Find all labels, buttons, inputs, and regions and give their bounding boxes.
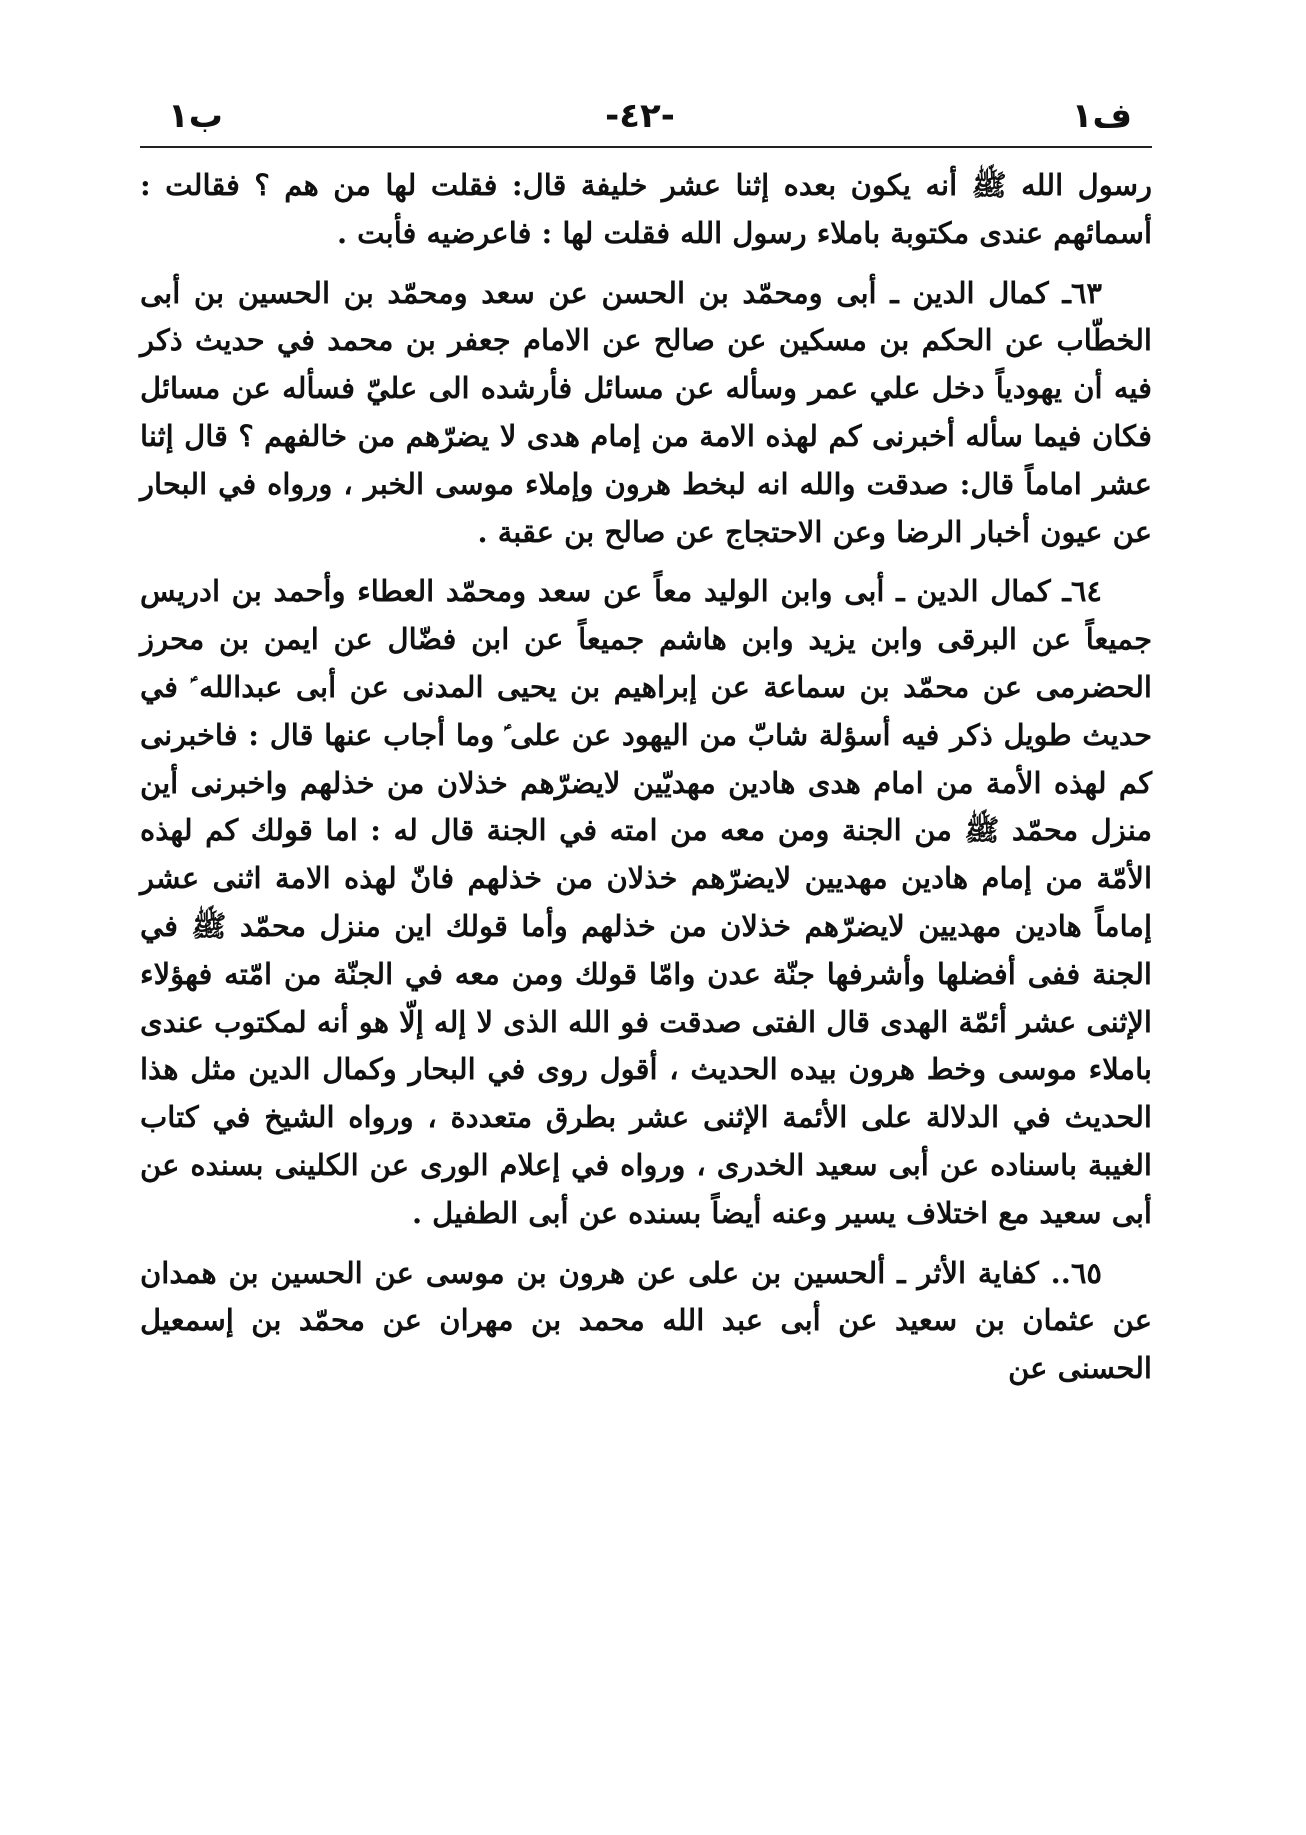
- header-left-label: ب١: [168, 96, 223, 136]
- header-rule: [140, 146, 1152, 148]
- paragraph: [140, 1250, 1152, 1393]
- paragraph-number: ٦٣ـ: [1062, 275, 1102, 310]
- page-header: [140, 92, 1140, 140]
- page-number: -٤٢-: [605, 96, 675, 136]
- paragraph-number: ٦٤ـ: [1062, 574, 1102, 609]
- paragraph: [140, 270, 1152, 557]
- paragraph-text: كفاية الأثر ـ ألحسين بن على عن هرون بن موسى عن الحسين بن همدان عن عثمان بن سعيد عن أبى عبد الله محمد بن مهران عن محمّد بن إسمعيل الحسنى عن: [140, 1255, 1152, 1386]
- paragraph-text: كمال الدين ـ أبى ومحمّد بن الحسن عن سعد ومحمّد بن الحسين بن أبى الخطّاب عن الحكم بن مسكين عن صالح عن الامام جعفر بن محمد في حديث ذكر فيه أن يهودياً دخل علي عمر وسأله عن مسائل فأرشده الى عليّ فسأله عن مسائل فكان فيما سأله أخبرنى كم لهذه الامة من إمام هدى لا يضرّهم من خالفهم ؟ قال إثنا عشر اماماً قال: صدقت والله انه لبخط هرون وإملاء موسى الخبر ، ورواه في البحار عن عيون أخبار الرضا وعن الاحتجاج عن صالح بن عقبة .: [140, 275, 1152, 549]
- header-right-label: ف١: [1071, 96, 1132, 136]
- paragraph-number: ٦٥..: [1050, 1255, 1102, 1290]
- paragraph-text: كمال الدين ـ أبى وابن الوليد معاً عن سعد ومحمّد العطاء وأحمد بن ادريس جميعاً عن البرقى وابن يزيد وابن هاشم جميعاً عن ابن فضّال عن ايمن بن محرز الحضرمى عن محمّد بن سماعة عن إبراهيم بن يحيى المدنى عن أبى عبدالله ؑ في حديث طويل ذكر فيه أسؤلة شابّ من اليهود عن على ؑ وما أجاب عنها قال : فاخبرنى كم لهذه الأمة من امام هدى هادين مهديّين لايضرّهم خذلان من خذلهم واخبرنى أين منزل محمّد ﷺ من الجنة ومن معه من امته في الجنة قال له : اما قولك كم لهذه الأمّة من إمام هادين مهديين لايضرّهم خذلان من خذلهم فانّ لهذه الامة اثنى عشر إماماً هادين مهديين لايضرّهم خذلان من خذلهم وأما قولك اين منزل محمّد ﷺ في الجنة ففى أفضلها وأشرفها جنّة عدن وامّا قولك ومن معه في الجنّة من امّته فهؤلاء الإثنى عشر أئمّة الهدى قال الفتى صدقت فو الله الذى لا إله إلّا هو أنه لمكتوب عندى باملاء موسى وخط هرون بيده الحديث ، أقول روى في البحار وكمال الدين مثل هذا الحديث في الدلالة على الأئمة الإثنى عشر بطرق متعددة ، ورواه الشيخ في كتاب الغيبة باسناده عن أبى سعيد الخدرى ، ورواه في إعلام الورى عن الكلينى بسنده عن أبى سعيد مع اختلاف يسير وعنه أيضاً بسنده عن أبى الطفيل .: [140, 574, 1152, 1230]
- paragraph: [140, 568, 1152, 1237]
- paragraph: [140, 162, 1152, 258]
- paragraph-text: رسول الله ﷺ أنه يكون بعده إثنا عشر خليفة قال: فقلت لها من هم ؟ فقالت : أسمائهم عندى مكتوبة باملاء رسول الله فقلت لها : فاعرضيه فأبت .: [140, 168, 1152, 250]
- text-body: [140, 162, 1152, 1802]
